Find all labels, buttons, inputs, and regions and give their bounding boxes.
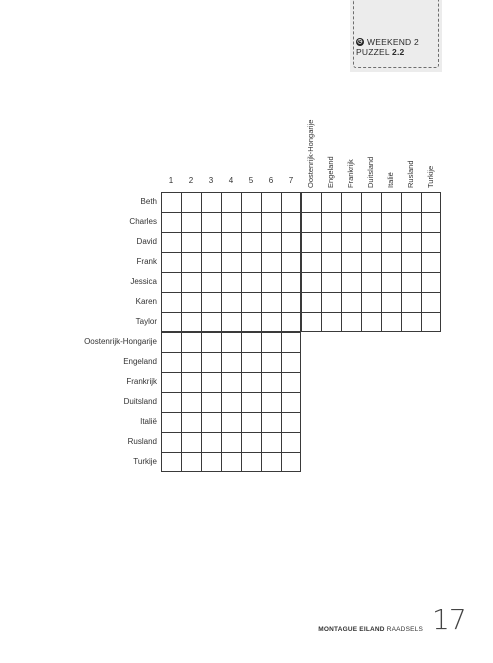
grid-cell[interactable] bbox=[161, 292, 181, 312]
grid-cell[interactable] bbox=[421, 192, 441, 212]
grid-cell[interactable] bbox=[181, 412, 201, 432]
grid-cell[interactable] bbox=[221, 252, 241, 272]
grid-cell[interactable] bbox=[401, 192, 421, 212]
grid-cell[interactable] bbox=[281, 192, 301, 212]
column-header-number: 2 bbox=[188, 176, 194, 185]
grid-cell[interactable] bbox=[341, 272, 361, 292]
grid-cell[interactable] bbox=[321, 272, 341, 292]
tag-weekend-label: WEEKEND 2 bbox=[367, 37, 419, 47]
grid-cell[interactable] bbox=[341, 252, 361, 272]
grid-cell[interactable] bbox=[421, 272, 441, 292]
grid-cell[interactable] bbox=[241, 332, 261, 352]
row-label-country: Italië bbox=[140, 417, 157, 426]
grid-cell[interactable] bbox=[161, 252, 181, 272]
grid-cell[interactable] bbox=[421, 312, 441, 332]
grid-cell[interactable] bbox=[341, 192, 361, 212]
grid-cell[interactable] bbox=[181, 392, 201, 412]
grid-cell[interactable] bbox=[241, 212, 261, 232]
grid-cell[interactable] bbox=[261, 412, 281, 432]
grid-cell[interactable] bbox=[201, 192, 221, 212]
column-header-number: 4 bbox=[228, 176, 234, 185]
row-label-person: Charles bbox=[129, 217, 157, 226]
grid-cell[interactable] bbox=[421, 212, 441, 232]
grid-cell[interactable] bbox=[281, 272, 301, 292]
grid-cell[interactable] bbox=[361, 312, 381, 332]
grid-cell[interactable] bbox=[221, 372, 241, 392]
grid-cell[interactable] bbox=[261, 432, 281, 452]
column-header-country-label: Frankrijk bbox=[346, 159, 355, 188]
grid-cell[interactable] bbox=[361, 292, 381, 312]
grid-cell[interactable] bbox=[241, 392, 261, 412]
grid-cell[interactable] bbox=[161, 212, 181, 232]
row-label-country: Rusland bbox=[127, 437, 157, 446]
column-header-country-label: Oostenrijk-Hongarije bbox=[306, 119, 315, 188]
grid-cell[interactable] bbox=[181, 192, 201, 212]
grid-cell[interactable] bbox=[281, 332, 301, 352]
row-label-person: David bbox=[136, 237, 157, 246]
grid-cell[interactable] bbox=[401, 232, 421, 252]
grid-cell[interactable] bbox=[221, 392, 241, 412]
grid-cell[interactable] bbox=[201, 292, 221, 312]
grid-cell[interactable] bbox=[241, 312, 261, 332]
grid-cell[interactable] bbox=[281, 372, 301, 392]
grid-cell[interactable] bbox=[281, 452, 301, 472]
tag-puzzle-label: PUZZEL bbox=[356, 47, 390, 57]
grid-cell[interactable] bbox=[261, 312, 281, 332]
grid-cell[interactable] bbox=[261, 232, 281, 252]
grid-cell[interactable] bbox=[321, 312, 341, 332]
grid-cell[interactable] bbox=[261, 392, 281, 412]
grid-cell[interactable] bbox=[261, 352, 281, 372]
grid-cell[interactable] bbox=[181, 212, 201, 232]
grid-cell[interactable] bbox=[181, 252, 201, 272]
grid-cell[interactable] bbox=[401, 212, 421, 232]
grid-cell[interactable] bbox=[161, 272, 181, 292]
grid-cell[interactable] bbox=[321, 232, 341, 252]
grid-cell[interactable] bbox=[201, 432, 221, 452]
column-header-country-label: Engeland bbox=[326, 156, 335, 188]
footer-section: RAADSELS bbox=[386, 626, 423, 633]
grid-cell[interactable] bbox=[301, 272, 321, 292]
footer-brand: MONTAGUE EILAND bbox=[318, 626, 385, 633]
row-label-country: Oostenrijk-Hongarije bbox=[84, 337, 157, 346]
row-label-country: Frankrijk bbox=[126, 377, 157, 386]
grid-cell[interactable] bbox=[221, 332, 241, 352]
tag-puzzle-number: 2.2 bbox=[392, 47, 405, 57]
grid-cell[interactable] bbox=[281, 212, 301, 232]
grid-cell[interactable] bbox=[381, 232, 401, 252]
grid-cell[interactable] bbox=[301, 192, 321, 212]
grid-cell[interactable] bbox=[241, 272, 261, 292]
grid-cell[interactable] bbox=[161, 392, 181, 412]
row-label-country: Turkije bbox=[133, 457, 157, 466]
grid-cell[interactable] bbox=[381, 272, 401, 292]
grid-cell[interactable] bbox=[301, 292, 321, 312]
grid-cell[interactable] bbox=[261, 212, 281, 232]
grid-cell[interactable] bbox=[181, 372, 201, 392]
grid-cell[interactable] bbox=[401, 312, 421, 332]
column-header-country-label: Italië bbox=[386, 172, 395, 188]
grid-cell[interactable] bbox=[221, 312, 241, 332]
grid-cell[interactable] bbox=[381, 212, 401, 232]
row-label-person: Frank bbox=[136, 257, 157, 266]
grid-cell[interactable] bbox=[381, 312, 401, 332]
grid-cell[interactable] bbox=[221, 232, 241, 252]
grid-cell[interactable] bbox=[221, 192, 241, 212]
grid-cell[interactable] bbox=[301, 312, 321, 332]
grid-cell[interactable] bbox=[401, 272, 421, 292]
grid-cell[interactable] bbox=[261, 372, 281, 392]
column-header-country-label: Turkije bbox=[426, 165, 435, 188]
tag-dashed-border bbox=[353, 0, 439, 68]
grid-cell[interactable] bbox=[281, 312, 301, 332]
grid-cell[interactable] bbox=[281, 412, 301, 432]
grid-cell[interactable] bbox=[221, 412, 241, 432]
grid-cell[interactable] bbox=[321, 252, 341, 272]
grid-cell[interactable] bbox=[281, 392, 301, 412]
grid-cell[interactable] bbox=[181, 292, 201, 312]
row-label-person: Karen bbox=[135, 297, 157, 306]
grid-cell[interactable] bbox=[221, 452, 241, 472]
grid-cell[interactable] bbox=[201, 372, 221, 392]
column-header-number: 1 bbox=[168, 176, 174, 185]
grid-cell[interactable] bbox=[221, 292, 241, 312]
grid-cell[interactable] bbox=[281, 352, 301, 372]
grid-cell[interactable] bbox=[361, 232, 381, 252]
grid-cell[interactable] bbox=[261, 332, 281, 352]
grid-cell[interactable] bbox=[161, 312, 181, 332]
grid-cell[interactable] bbox=[181, 432, 201, 452]
grid-cell[interactable] bbox=[201, 212, 221, 232]
tag-puzzle-line bbox=[356, 47, 404, 57]
grid-cell[interactable] bbox=[221, 432, 241, 452]
grid-cell[interactable] bbox=[241, 192, 261, 212]
grid-cell[interactable] bbox=[221, 272, 241, 292]
grid-cell[interactable] bbox=[181, 312, 201, 332]
grid-cell[interactable] bbox=[261, 252, 281, 272]
grid-cell[interactable] bbox=[241, 292, 261, 312]
grid-cell[interactable] bbox=[201, 272, 221, 292]
grid-cell[interactable] bbox=[381, 252, 401, 272]
grid-cell[interactable] bbox=[161, 372, 181, 392]
grid-cell[interactable] bbox=[361, 212, 381, 232]
grid-cell[interactable] bbox=[341, 232, 361, 252]
grid-cell[interactable] bbox=[181, 272, 201, 292]
grid-cell[interactable] bbox=[301, 252, 321, 272]
column-header-number: 5 bbox=[248, 176, 254, 185]
grid-cell[interactable] bbox=[181, 332, 201, 352]
row-label-country: Duitsland bbox=[123, 397, 157, 406]
grid-cell[interactable] bbox=[321, 192, 341, 212]
grid-cell[interactable] bbox=[201, 312, 221, 332]
grid-cell[interactable] bbox=[201, 452, 221, 472]
row-label-person: Beth bbox=[140, 197, 157, 206]
grid-cell[interactable] bbox=[161, 192, 181, 212]
grid-cell[interactable] bbox=[381, 192, 401, 212]
grid-cell[interactable] bbox=[401, 252, 421, 272]
grid-cell[interactable] bbox=[241, 412, 261, 432]
grid-cell[interactable] bbox=[261, 272, 281, 292]
grid-cell[interactable] bbox=[181, 352, 201, 372]
grid-cell[interactable] bbox=[361, 192, 381, 212]
grid-cell[interactable] bbox=[221, 212, 241, 232]
grid-cell[interactable] bbox=[241, 232, 261, 252]
grid-cell[interactable] bbox=[421, 232, 441, 252]
column-header-number: 6 bbox=[268, 176, 274, 185]
grid-cell[interactable] bbox=[261, 452, 281, 472]
grid-cell[interactable] bbox=[161, 352, 181, 372]
grid-cell[interactable] bbox=[321, 212, 341, 232]
grid-cell[interactable] bbox=[201, 392, 221, 412]
grid-cell[interactable] bbox=[241, 352, 261, 372]
page-number: 17 bbox=[432, 603, 466, 636]
grid-cell[interactable] bbox=[261, 292, 281, 312]
grid-cell[interactable] bbox=[281, 432, 301, 452]
grid-cell[interactable] bbox=[381, 292, 401, 312]
grid-cell[interactable] bbox=[281, 252, 301, 272]
grid-cell[interactable] bbox=[361, 252, 381, 272]
weekend-tag bbox=[350, 0, 442, 72]
grid-cell[interactable] bbox=[281, 292, 301, 312]
row-label-person: Jessica bbox=[130, 277, 157, 286]
grid-cell[interactable] bbox=[201, 332, 221, 352]
grid-cell[interactable] bbox=[421, 292, 441, 312]
grid-cell[interactable] bbox=[201, 252, 221, 272]
row-label-person: Taylor bbox=[135, 317, 157, 326]
grid-cell[interactable] bbox=[341, 312, 361, 332]
grid-cell[interactable] bbox=[201, 232, 221, 252]
grid-cell[interactable] bbox=[261, 192, 281, 212]
column-header-number: 3 bbox=[208, 176, 214, 185]
grid-cell[interactable] bbox=[161, 452, 181, 472]
grid-cell[interactable] bbox=[181, 232, 201, 252]
grid-cell[interactable] bbox=[421, 252, 441, 272]
grid-cell[interactable] bbox=[201, 352, 221, 372]
grid-cell[interactable] bbox=[241, 252, 261, 272]
grid-cell[interactable] bbox=[161, 332, 181, 352]
grid-cell[interactable] bbox=[221, 352, 241, 372]
grid-cell[interactable] bbox=[401, 292, 421, 312]
grid-cell[interactable] bbox=[241, 372, 261, 392]
grid-cell[interactable] bbox=[241, 452, 261, 472]
grid-cell[interactable] bbox=[241, 432, 261, 452]
grid-cell[interactable] bbox=[161, 412, 181, 432]
column-header-country-label: Rusland bbox=[406, 160, 415, 188]
grid-cell[interactable] bbox=[301, 232, 321, 252]
grid-cell[interactable] bbox=[161, 232, 181, 252]
column-header-country-label: Duitsland bbox=[366, 156, 375, 188]
grid-cell[interactable] bbox=[341, 212, 361, 232]
grid-cell[interactable] bbox=[201, 412, 221, 432]
clock-icon: ◷ bbox=[357, 39, 363, 45]
grid-cell[interactable] bbox=[181, 452, 201, 472]
grid-cell[interactable] bbox=[161, 432, 181, 452]
grid-cell[interactable] bbox=[341, 292, 361, 312]
tag-weekend-line bbox=[356, 37, 419, 47]
grid-cell[interactable] bbox=[321, 292, 341, 312]
grid-cell[interactable] bbox=[301, 212, 321, 232]
row-label-country: Engeland bbox=[123, 357, 157, 366]
page-footer bbox=[318, 626, 423, 633]
grid-cell[interactable] bbox=[361, 272, 381, 292]
column-header-number: 7 bbox=[288, 176, 294, 185]
grid-cell[interactable] bbox=[281, 232, 301, 252]
